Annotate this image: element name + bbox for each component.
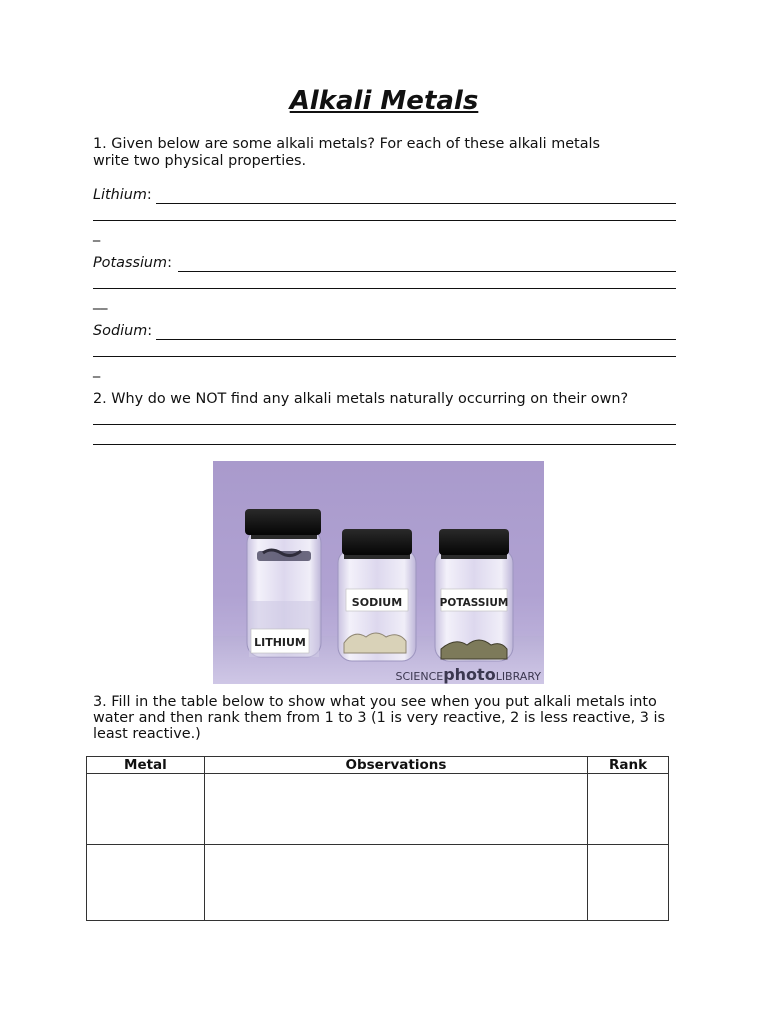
observations-cell[interactable]	[204, 845, 587, 921]
jars-illustration	[213, 461, 544, 684]
potassium-colon: :	[167, 255, 172, 271]
question-2-answer-line-2[interactable]	[93, 444, 676, 445]
rank-cell[interactable]	[588, 845, 669, 921]
sodium-answer-line-2[interactable]	[93, 356, 676, 357]
potassium-answer-line-1[interactable]	[178, 271, 676, 272]
rank-cell[interactable]	[588, 774, 669, 845]
observations-cell[interactable]	[204, 774, 587, 845]
sodium-colon: :	[147, 323, 153, 339]
sodium-label: Sodium	[93, 323, 148, 339]
table-row	[87, 845, 669, 921]
photo-credit-part-b: photo	[443, 665, 496, 684]
potassium-dash: __	[93, 294, 108, 310]
metal-cell[interactable]	[87, 774, 205, 845]
lithium-jar-label: LITHIUM	[254, 636, 306, 649]
lithium-jar	[245, 509, 321, 657]
question-3-line-2: water and then rank them from 1 to 3 (1 is very reactive, 2 is less reactive, 3 is	[93, 710, 665, 726]
photo-credit-part-c: LIBRARY	[495, 670, 541, 683]
table-row	[87, 774, 669, 845]
sodium-row	[93, 323, 152, 340]
lithium-dash: _	[93, 226, 101, 242]
question-2-text: 2. Why do we NOT find any alkali metals naturally occurring on their own?	[93, 391, 629, 407]
observations-column-header: Observations	[204, 757, 587, 774]
sodium-jar-label: SODIUM	[351, 596, 403, 609]
lithium-colon: :	[146, 187, 152, 203]
lithium-answer-line-2[interactable]	[93, 220, 676, 221]
question-1-line-2: write two physical properties.	[93, 153, 307, 169]
sodium-answer-line-1[interactable]	[156, 339, 676, 340]
sodium-jar	[338, 529, 416, 661]
table-header-row	[87, 757, 669, 774]
potassium-row	[93, 255, 172, 272]
question-3-line-3: least reactive.)	[93, 726, 201, 742]
question-2-answer-line-1[interactable]	[93, 424, 676, 425]
metal-cell[interactable]	[87, 845, 205, 921]
observations-table	[86, 756, 669, 921]
lithium-label: Lithium	[93, 187, 147, 203]
lithium-answer-line-1[interactable]	[156, 203, 676, 204]
photo-credit-part-a: SCIENCE	[395, 670, 444, 683]
sodium-dash: _	[93, 362, 101, 378]
potassium-answer-line-2[interactable]	[93, 288, 676, 289]
alkali-metals-jars-photo	[213, 461, 544, 684]
potassium-jar-label: POTASSIUM	[439, 597, 509, 609]
metal-column-header: Metal	[87, 757, 205, 774]
question-3-line-1: 3. Fill in the table below to show what you see when you put alkali metals into	[93, 694, 657, 710]
lithium-row	[93, 187, 152, 204]
page-title: Alkali Metals	[289, 86, 479, 116]
potassium-jar	[435, 529, 513, 661]
rank-column-header: Rank	[588, 757, 669, 774]
potassium-label: Potassium	[93, 255, 168, 271]
question-1-line-1: 1. Given below are some alkali metals? For each of these alkali metals	[93, 136, 601, 152]
